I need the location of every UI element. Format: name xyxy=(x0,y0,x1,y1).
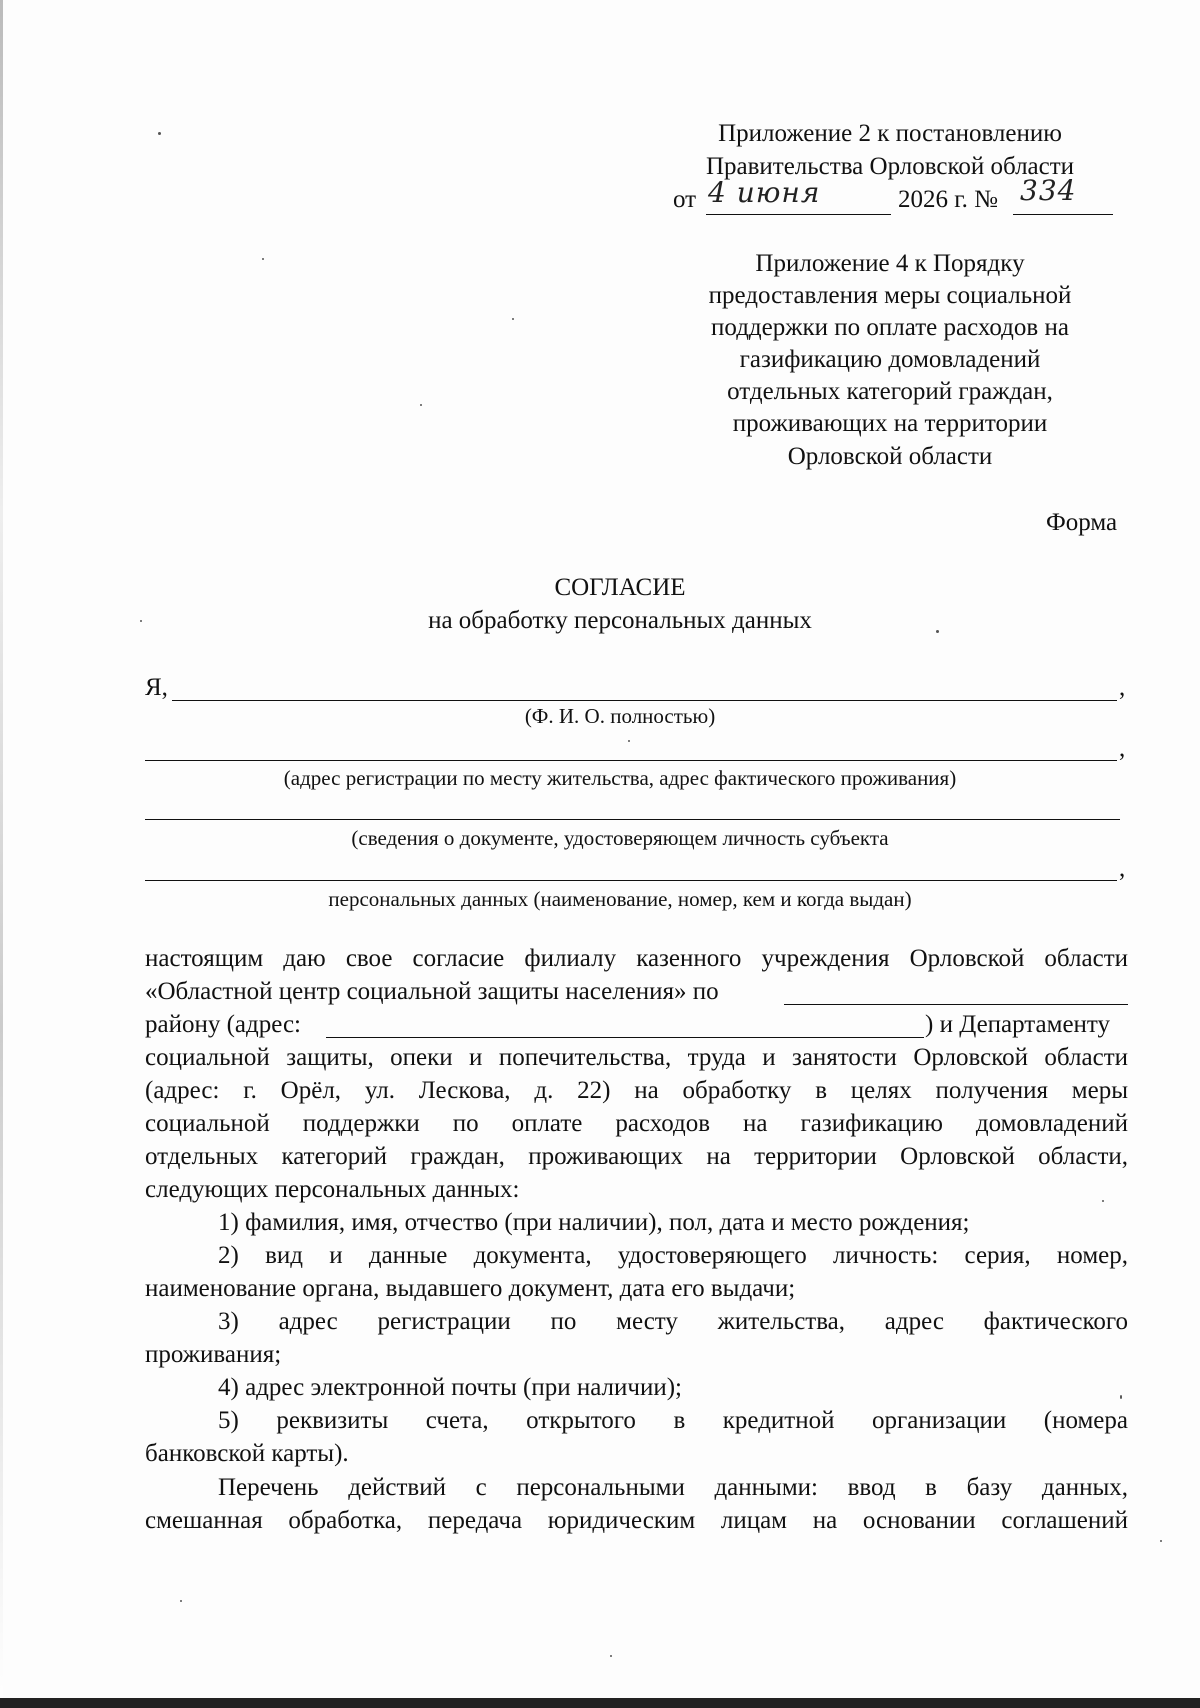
address-caption: (адрес регистрации по месту жительства, адрес фактического проживания) xyxy=(283,766,957,790)
scan-edge-bottom xyxy=(0,1698,1200,1708)
list-item-3-line-1: 3) адрес регистрации по месту жительства, адрес фактического xyxy=(218,1308,1128,1335)
scan-speck xyxy=(610,1655,612,1657)
document-caption-1: (сведения о документе, удостоверяющем личность субъекта xyxy=(351,826,889,850)
header-line-2: Правительства Орловской области xyxy=(705,153,1075,180)
scan-edge-left xyxy=(0,0,3,1708)
appendix-line-7: Орловской области xyxy=(787,443,993,470)
appendix-line-4: газификацию домовладений xyxy=(739,346,1041,373)
appendix-line-2: предоставления меры социальной xyxy=(708,282,1072,309)
list-item-5-line-1: 5) реквизиты счета, открытого в кредитной организации (номера xyxy=(218,1407,1128,1434)
scan-speck xyxy=(936,630,939,633)
body-p2-line-1: Перечень действий с персональными данными: ввод в базу данных, xyxy=(218,1474,1128,1501)
list-item-1: 1) фамилия, имя, отчество (при наличии), пол, дата и место рождения; xyxy=(218,1209,970,1236)
appendix-line-1: Приложение 4 к Порядку xyxy=(755,250,1025,277)
body-p1-line-5: (адрес: г. Орёл, ул. Лескова, д. 22) на обработку в целях получения меры xyxy=(145,1077,1128,1104)
body-p2-line-2: смешанная обработка, передача юридическим лицам на основании соглашений xyxy=(145,1507,1128,1534)
scan-speck xyxy=(420,404,422,406)
date-underline xyxy=(706,214,891,215)
handwritten-date: 4 июня xyxy=(708,176,821,209)
list-item-5-line-2: банковской карты). xyxy=(145,1440,349,1467)
body-p1-line-3a: району (адрес: xyxy=(145,1011,302,1038)
list-item-2-line-1: 2) вид и данные документа, удостоверяющего личность: серия, номер, xyxy=(218,1242,1128,1269)
body-p1-line-2: «Областной центр социальной защиты населения» по xyxy=(145,978,719,1005)
header-from-prefix: от xyxy=(673,186,697,213)
scan-speck xyxy=(1102,1200,1104,1202)
address-comma: , xyxy=(1119,735,1126,762)
scan-speck xyxy=(1160,1540,1162,1542)
header-line-1: Приложение 2 к постановлению xyxy=(718,120,1062,147)
document-line-2[interactable] xyxy=(145,880,1117,881)
body-p1-line-7: отдельных категорий граждан, проживающих на территории Орловской области, xyxy=(145,1143,1128,1170)
list-item-3-line-2: проживания; xyxy=(145,1341,282,1368)
scan-speck xyxy=(262,258,264,260)
district-address-line[interactable] xyxy=(326,1037,924,1038)
body-p1-line-8: следующих персональных данных: xyxy=(145,1176,520,1203)
i-prefix: Я, xyxy=(145,674,168,701)
body-p1-line-6: социальной поддержки по оплате расходов на газификацию домовладений xyxy=(145,1110,1128,1137)
document-line-1[interactable] xyxy=(145,819,1120,820)
fio-line[interactable] xyxy=(172,700,1117,701)
scan-speck xyxy=(140,620,142,622)
scan-speck xyxy=(158,132,161,135)
form-label: Форма xyxy=(1046,509,1118,536)
appendix-line-6: проживающих на территории xyxy=(732,410,1048,437)
address-line[interactable] xyxy=(145,760,1117,761)
document-title: СОГЛАСИЕ xyxy=(554,574,686,601)
header-year-number: 2026 г. № xyxy=(898,186,999,213)
handwritten-number: 334 xyxy=(1020,174,1077,207)
body-p1-line-3b: ) и Департаменту xyxy=(925,1011,1111,1038)
scan-speck xyxy=(180,1600,182,1602)
list-item-4: 4) адрес электронной почты (при наличии); xyxy=(218,1374,683,1401)
scan-speck xyxy=(628,740,630,742)
document-caption-2: персональных данных (наименование, номер, кем и когда выдан) xyxy=(328,887,912,911)
fio-caption: (Ф. И. О. полностью) xyxy=(524,704,716,728)
district-line[interactable] xyxy=(784,1004,1128,1005)
body-p1-line-4: социальной защиты, опеки и попечительства, труда и занятости Орловской области xyxy=(145,1044,1128,1071)
fio-comma: , xyxy=(1119,674,1126,701)
number-underline xyxy=(1013,214,1113,215)
appendix-line-3: поддержки по оплате расходов на xyxy=(711,314,1069,341)
body-p1-line-1: настоящим даю свое согласие филиалу казенного учреждения Орловской области xyxy=(145,945,1128,972)
appendix-line-5: отдельных категорий граждан, xyxy=(727,378,1053,405)
scan-speck xyxy=(512,318,514,320)
document-subtitle: на обработку персональных данных xyxy=(428,607,812,634)
scan-speck xyxy=(1120,1395,1122,1399)
list-item-2-line-2: наименование органа, выдавшего документ, дата его выдачи; xyxy=(145,1275,796,1302)
document-comma: , xyxy=(1119,855,1126,882)
